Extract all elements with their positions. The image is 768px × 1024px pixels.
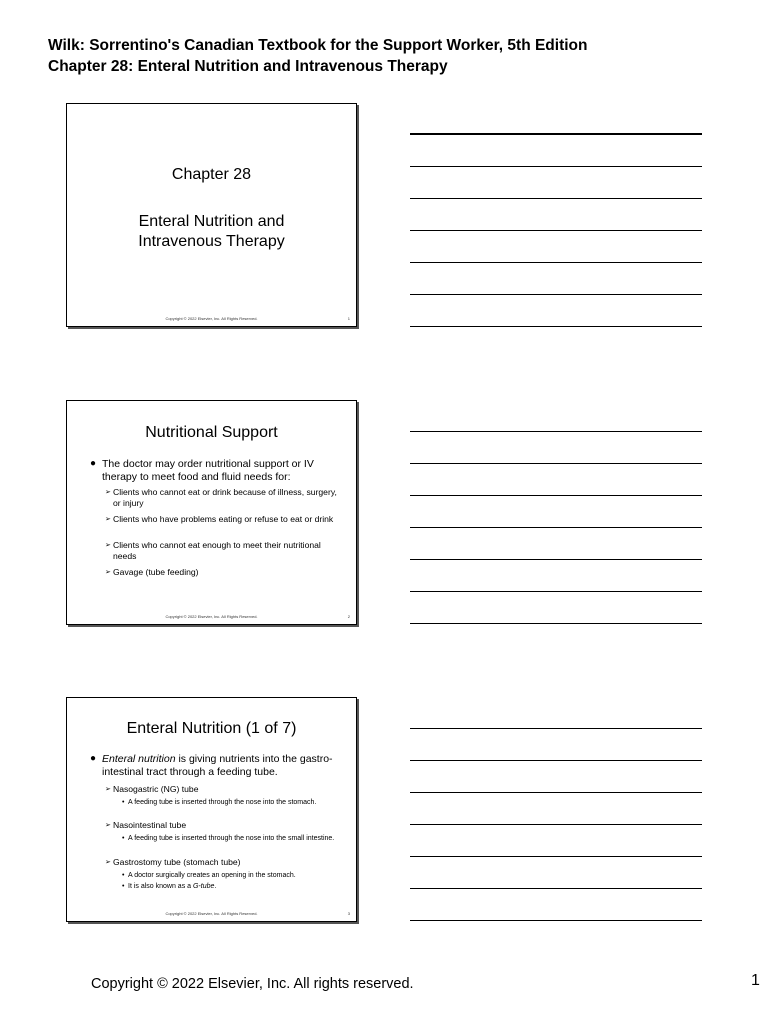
- slide-3-number: 3: [347, 911, 350, 916]
- note-line: [410, 792, 702, 793]
- slide-2-footer: Copyright © 2022 Elsevier, Inc. All Rights Reserved.: [165, 614, 258, 619]
- slide-3-title: Enteral Nutrition (1 of 7): [126, 720, 297, 737]
- term-enteral-nutrition: Enteral nutrition: [102, 753, 176, 765]
- slide-3-subitem-g: ➢ Gastrostomy tube (stomach tube): [105, 857, 241, 867]
- bullet-dot-icon: ●: [90, 753, 97, 764]
- slide-1-title-line-2: Intravenous Therapy: [138, 233, 285, 250]
- note-line: [410, 166, 702, 167]
- bullet-icon: •: [122, 835, 125, 842]
- note-line: [410, 623, 702, 624]
- page-number: 1: [751, 972, 760, 989]
- note-line: [410, 495, 702, 496]
- note-line: [410, 463, 702, 464]
- arrow-bullet-icon: ➢: [105, 859, 111, 866]
- slide-3-subitem-ng: ➢ Nasogastric (NG) tube: [105, 784, 199, 794]
- arrow-bullet-icon: ➢: [105, 786, 111, 793]
- slide-3-detail-g1: • A doctor surgically creates an opening in the stomach.: [122, 872, 296, 879]
- slide-3-footer: Copyright © 2022 Elsevier, Inc. All Rights Reserved.: [165, 911, 258, 916]
- arrow-bullet-icon: ➢: [105, 569, 111, 576]
- bullet-icon: •: [122, 883, 125, 890]
- slide-3-detail-ni: • A feeding tube is inserted through the nose into the small intestine.: [122, 835, 335, 842]
- slide-2-subitem: ➢ Clients who cannot eat or drink because of illness, surgery, or injury: [105, 487, 337, 508]
- note-line: [410, 230, 702, 231]
- bullet-dot-icon: ●: [90, 458, 97, 469]
- slide-2-title: Nutritional Support: [145, 424, 278, 441]
- note-line: [410, 760, 702, 761]
- slide-2-bullet: ● The doctor may order nutritional support or IV therapy to meet food and fluid needs for:: [90, 458, 314, 483]
- note-line: [410, 920, 702, 921]
- slide-1-chapter-label: Chapter 28: [171, 166, 252, 183]
- slide-3-detail-g2: • It is also known as a G-tube.: [122, 883, 217, 890]
- arrow-bullet-icon: ➢: [105, 489, 111, 496]
- note-line: [410, 728, 702, 729]
- slide-2-subitem: ➢ Clients who cannot eat enough to meet their nutritional needs: [105, 540, 321, 561]
- note-line: [410, 559, 702, 560]
- slide-1-title-line-1: Enteral Nutrition and: [138, 213, 285, 230]
- note-line: [410, 527, 702, 528]
- slide-3: [66, 697, 357, 922]
- arrow-bullet-icon: ➢: [105, 516, 111, 523]
- note-line: [410, 856, 702, 857]
- bullet-icon: •: [122, 799, 125, 806]
- slide-2-subitem: ➢ Clients who have problems eating or refuse to eat or drink: [105, 514, 334, 524]
- slide-1: [66, 103, 357, 327]
- arrow-bullet-icon: ➢: [105, 542, 111, 549]
- slide-2: [66, 400, 357, 625]
- note-line: [410, 591, 702, 592]
- slide-3-detail-ng: • A feeding tube is inserted through the nose into the stomach.: [122, 799, 317, 806]
- bullet-icon: •: [122, 872, 125, 879]
- slide-1-number: 1: [347, 316, 350, 321]
- slide-2-number: 2: [347, 614, 350, 619]
- page-copyright: Copyright © 2022 Elsevier, Inc. All rights reserved.: [91, 976, 414, 992]
- chapter-title: Chapter 28: Enteral Nutrition and Intravenous Therapy: [48, 58, 448, 75]
- note-line: [410, 431, 702, 432]
- slide-3-subitem-ni: ➢ Nasointestinal tube: [105, 820, 187, 830]
- note-line: [410, 262, 702, 263]
- slide-2-subitem: ➢ Gavage (tube feeding): [105, 567, 199, 577]
- note-line: [410, 133, 702, 135]
- note-line: [410, 198, 702, 199]
- note-line: [410, 326, 702, 327]
- slide-1-footer: Copyright © 2022 Elsevier, Inc. All Rights Reserved.: [165, 316, 258, 321]
- note-line: [410, 888, 702, 889]
- note-line: [410, 824, 702, 825]
- slide-3-bullet: ● Enteral nutrition is giving nutrients into the gastro-intestinal tract through a feeding tube.: [90, 753, 333, 778]
- note-line: [410, 294, 702, 295]
- arrow-bullet-icon: ➢: [105, 822, 111, 829]
- document-title: Wilk: Sorrentino's Canadian Textbook for the Support Worker, 5th Edition: [48, 37, 588, 54]
